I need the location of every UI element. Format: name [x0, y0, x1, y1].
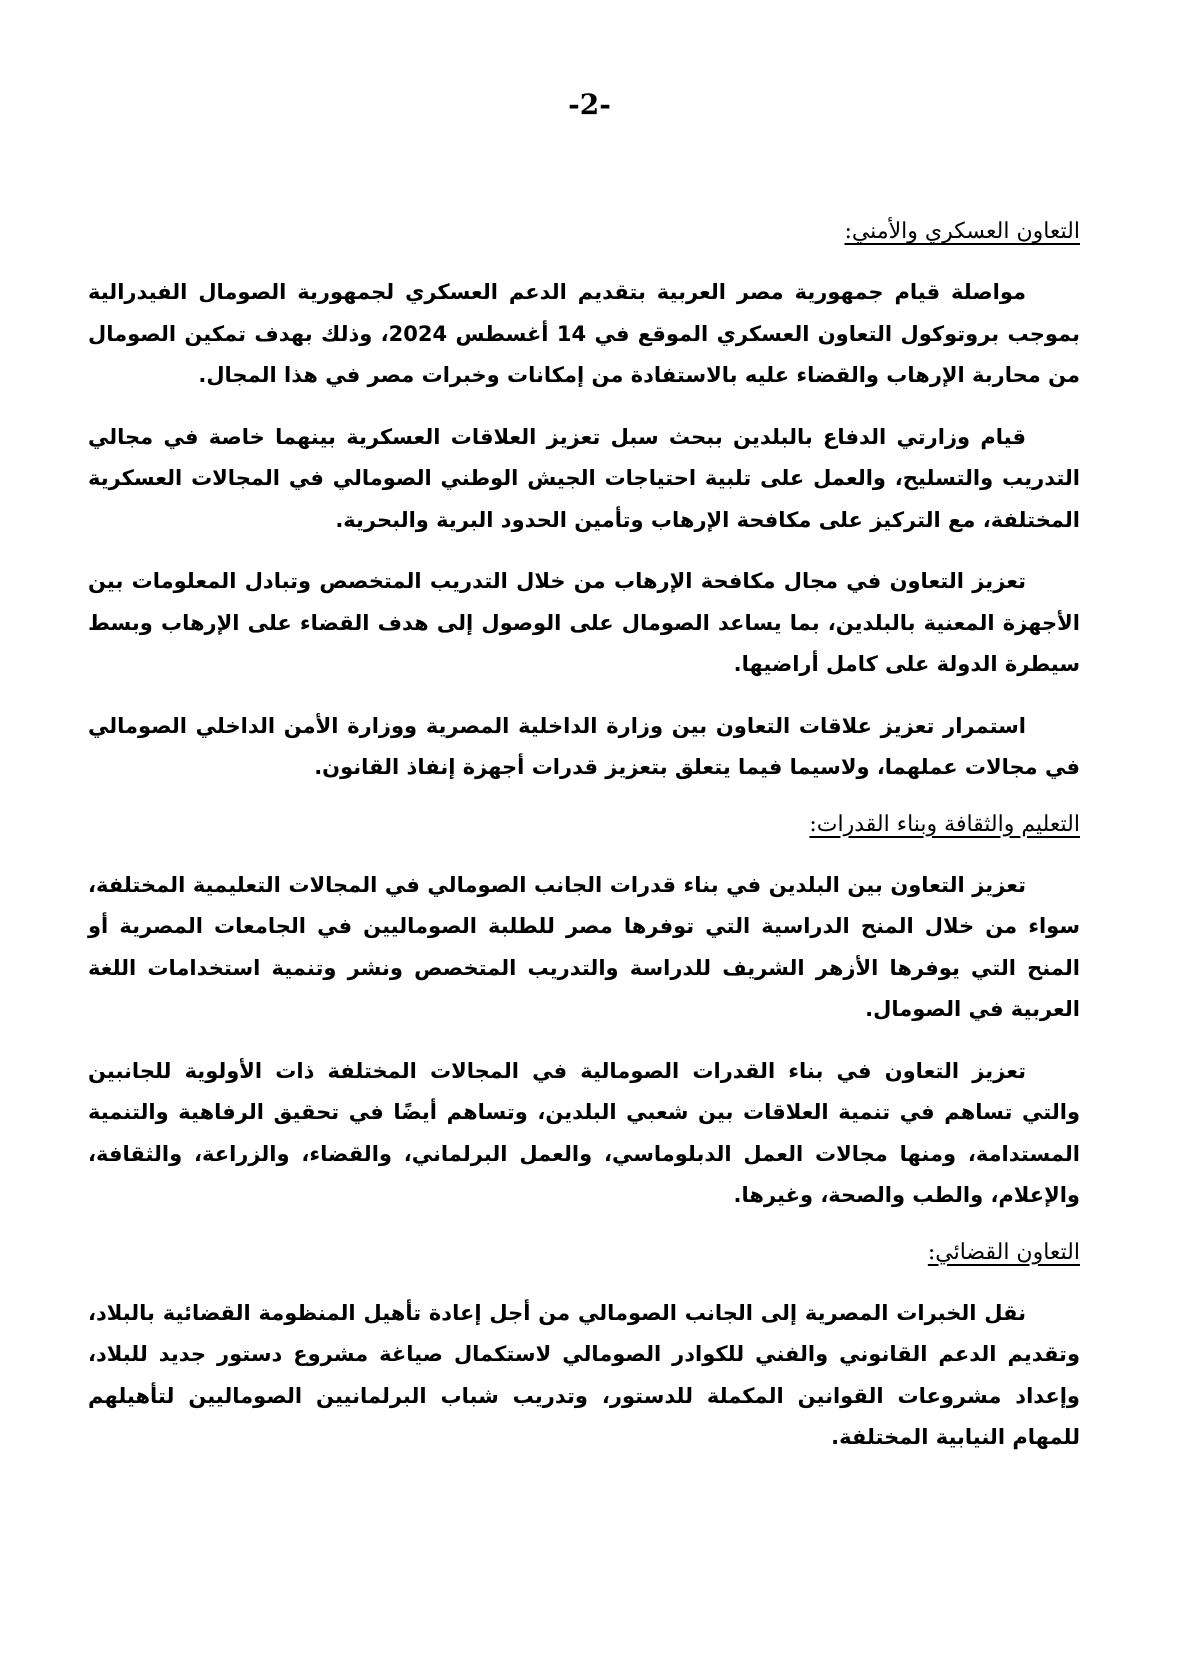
- section-heading: التعليم والثقافة وبناء القدرات:: [809, 811, 1080, 837]
- section-judicial-cooperation: [88, 1233, 1080, 1459]
- section-heading: التعاون العسكري والأمني:: [844, 219, 1080, 244]
- paragraph: نقل الخبرات المصرية إلى الجانب الصومالي من أجل إعادة تأهيل المنظومة القضائية بالبلاد، وتقديم الدعم القانوني والفني للكوادر الصومالي لاستكمال صياغة مشروع دستور جديد للبلاد، وإعداد مشروعات القوانين المكملة للدستور، وتدريب شباب البرلمانيين الصوماليين لتأهيلهم للمهام النيابية المختلفة.: [88, 1300, 1080, 1449]
- page-content: [88, 212, 1080, 1479]
- paragraph: قيام وزارتي الدفاع بالبلدين ببحث سبل تعزيز العلاقات العسكرية بينهما خاصة في مجالي التدريب والتسليح، والعمل على تلبية احتياجات الجيش الوطني الصومالي في المجالات العسكرية المختلفة، مع التركيز على مكافحة الإرهاب وتأمين الحدود البرية والبحرية.: [88, 424, 1080, 532]
- section-education-culture: [88, 805, 1080, 1217]
- page-number: -2-: [568, 88, 611, 121]
- paragraph: تعزيز التعاون في بناء القدرات الصومالية في المجالات المختلفة ذات الأولوية للجانبين والتي تساهم في تنمية العلاقات بين شعبي البلدين، وتساهم أيضًا في تحقيق الرفاهية والتنمية المستدامة، ومنها مجالات العمل الدبلوماسي، والعمل البرلماني، والقضاء، والزراعة، والثقافة، والإعلام، والطب والصحة، وغيرها.: [88, 1058, 1080, 1207]
- paragraph: مواصلة قيام جمهورية مصر العربية بتقديم الدعم العسكري لجمهورية الصومال الفيدرالية بموجب بروتوكول التعاون العسكري الموقع في 14 أغسطس 2024، وذلك بهدف تمكين الصومال من محاربة الإرهاب والقضاء عليه بالاستفادة من إمكانات وخبرات مصر في هذا المجال.: [88, 280, 1080, 387]
- paragraph: تعزيز التعاون بين البلدين في بناء قدرات الجانب الصومالي في المجالات التعليمية المختلفة، سواء من خلال المنح الدراسية التي توفرها مصر للطلبة الصوماليين في الجامعات المصرية أو المنح التي يوفرها الأزهر الشريف للدراسة والتدريب المتخصص ونشر وتنمية استخدامات اللغة العربية في الصومال.: [88, 872, 1080, 1021]
- section-heading: التعاون القضائي:: [927, 1239, 1080, 1265]
- paragraph: تعزيز التعاون في مجال مكافحة الإرهاب من خلال التدريب المتخصص وتبادل المعلومات بين الأجهزة المعنية بالبلدين، بما يساعد الصومال على الوصول إلى هدف القضاء على الإرهاب وبسط سيطرة الدولة على كامل أراضيها.: [88, 569, 1080, 676]
- paragraph: استمرار تعزيز علاقات التعاون بين وزارة الداخلية المصرية ووزارة الأمن الداخلي الصومالي في مجالات عملهما، ولاسيما فيما يتعلق بتعزيز قدرات أجهزة إنفاذ القانون.: [88, 713, 1080, 779]
- section-military-security: [88, 212, 1080, 789]
